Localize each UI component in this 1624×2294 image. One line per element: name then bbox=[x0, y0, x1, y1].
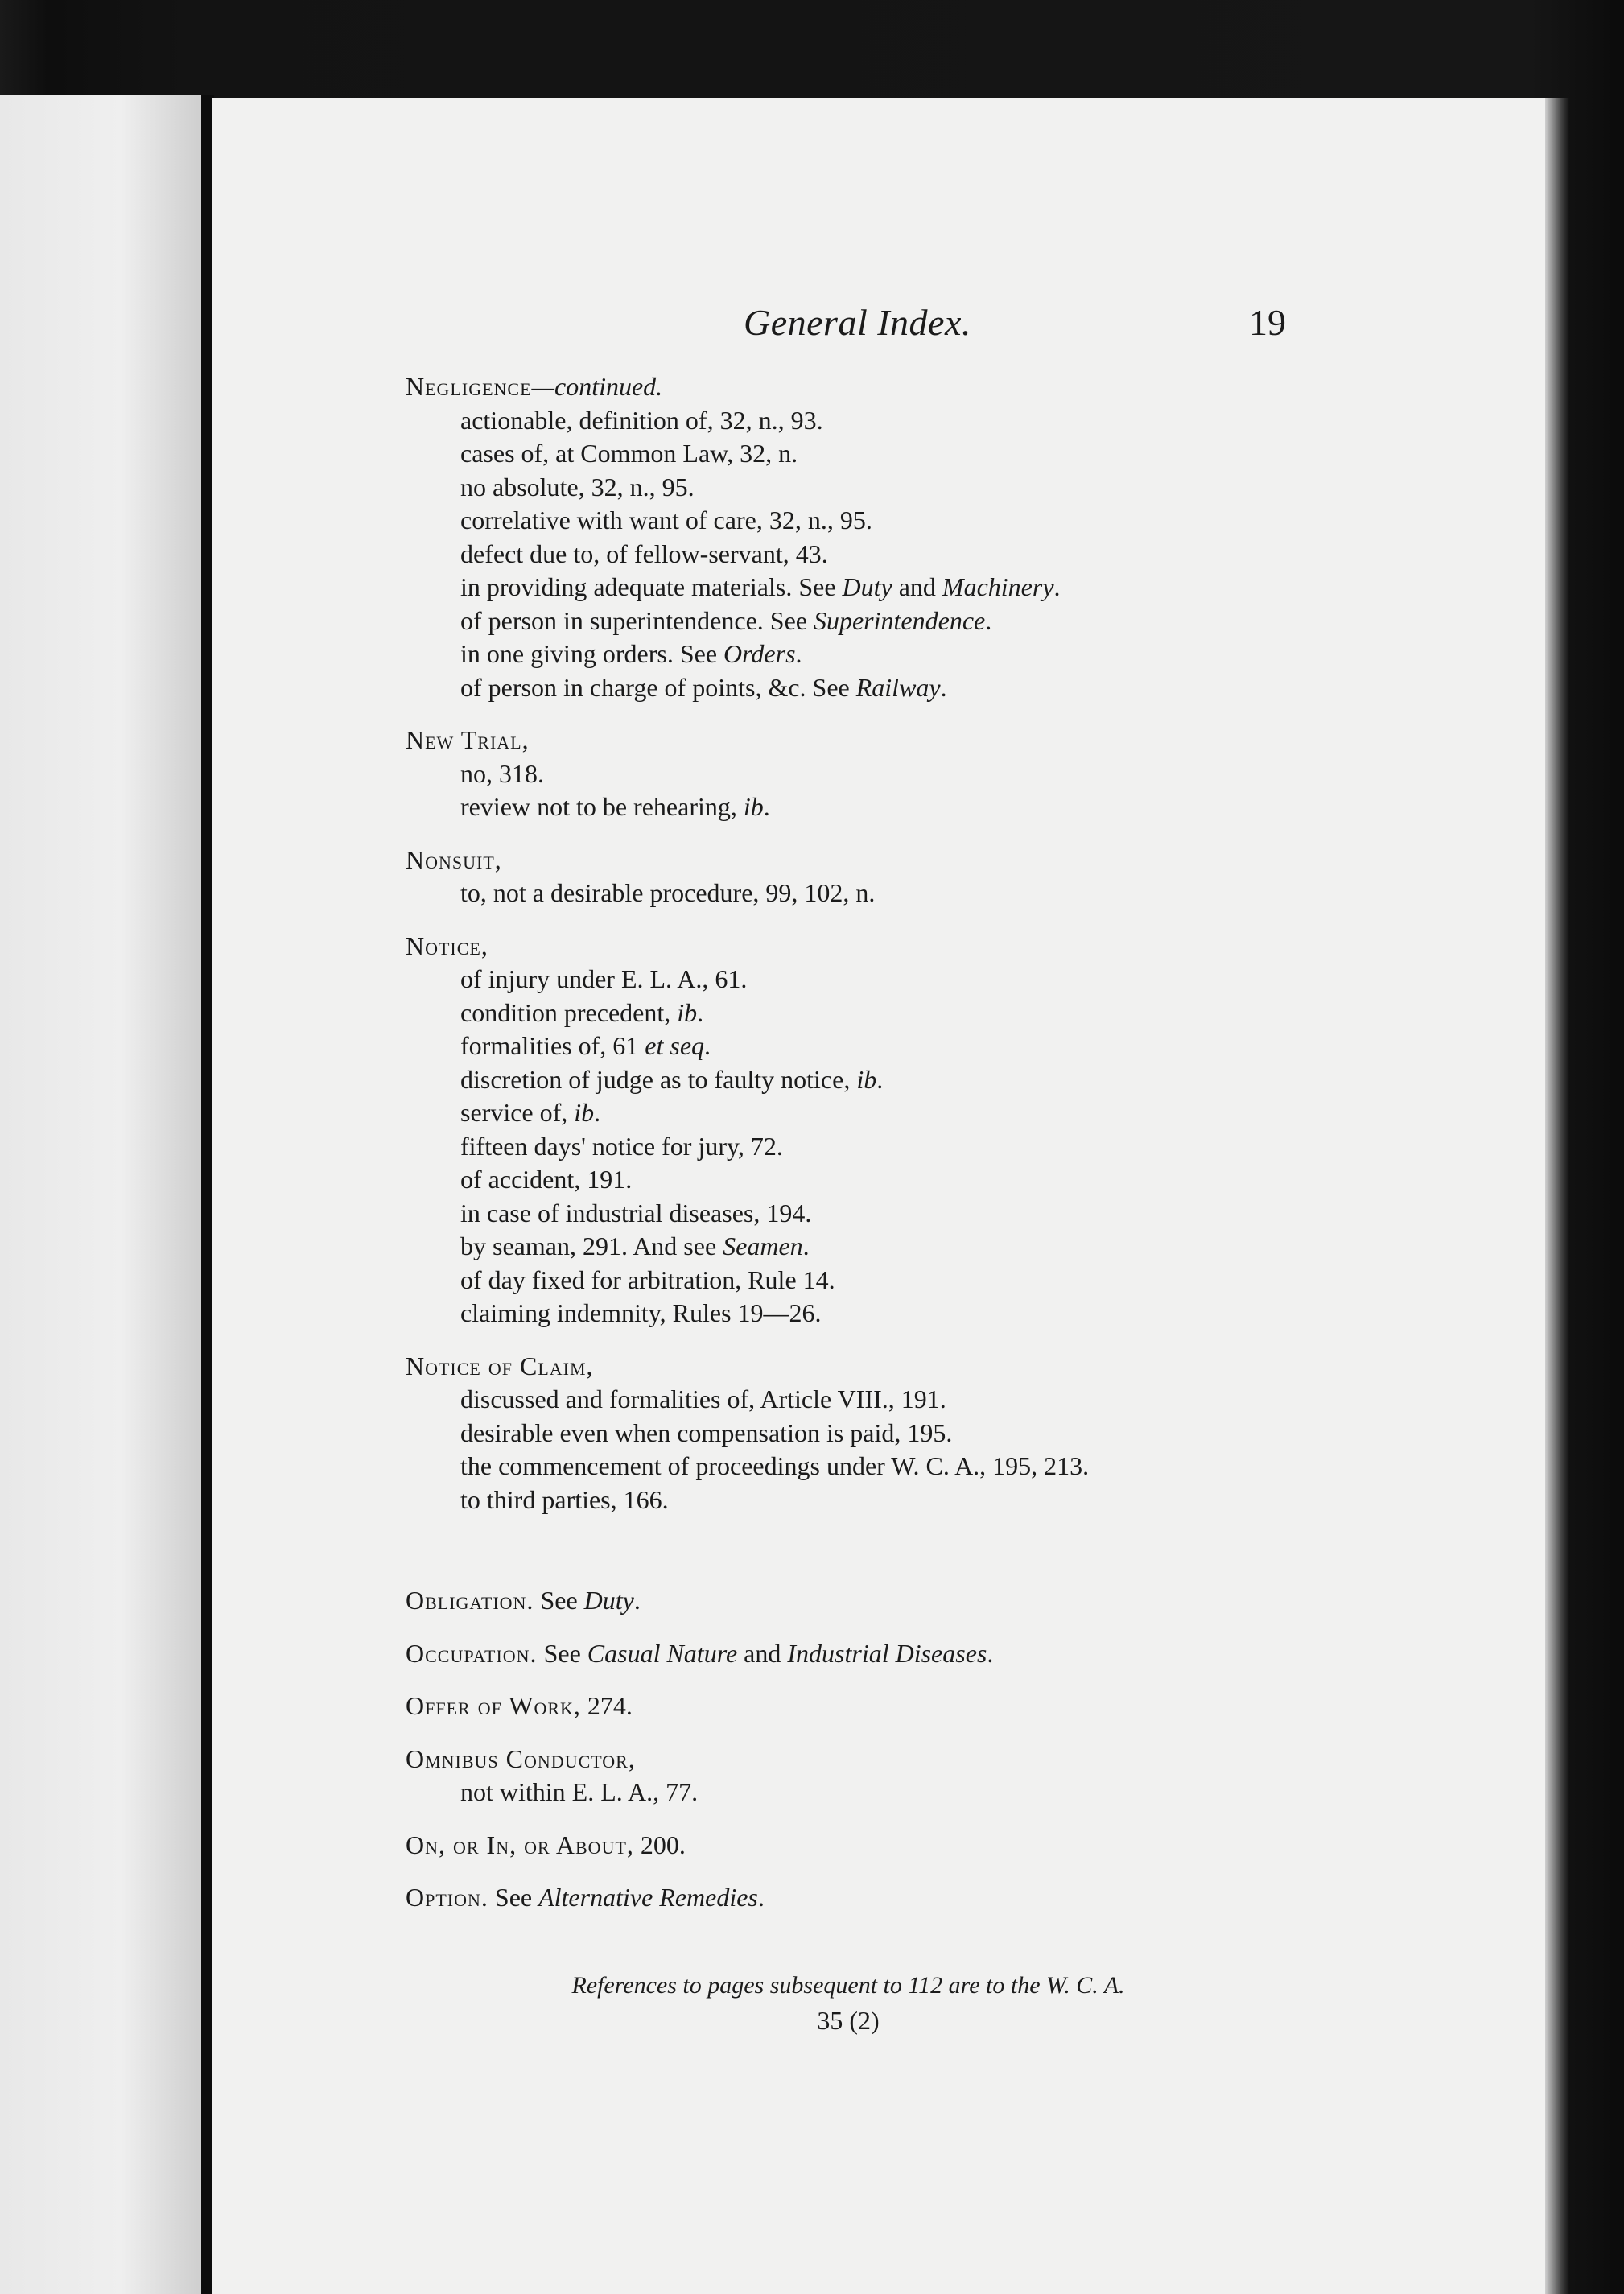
entry-text: See bbox=[534, 1586, 584, 1615]
index-subentry bbox=[406, 571, 1291, 604]
cross-reference: et seq bbox=[645, 1031, 705, 1060]
entry-text: of person in charge of points, &c. See bbox=[460, 672, 856, 702]
entry-text: defect due to, of fellow-servant, 43. bbox=[460, 538, 828, 568]
running-title: General Index. bbox=[744, 302, 971, 343]
entry-text: by seaman, 291. And see bbox=[460, 1232, 723, 1260]
index-body bbox=[406, 370, 1291, 1934]
cross-reference: ib bbox=[574, 1098, 595, 1127]
index-heading-line bbox=[406, 1881, 1291, 1915]
index-heading-line bbox=[406, 1743, 1291, 1776]
entry-text: formalities of, 61 bbox=[460, 1031, 645, 1060]
entry-text: of injury under E. L. A., 61. bbox=[460, 964, 748, 993]
index-heading-line bbox=[406, 1690, 1291, 1723]
index-heading: On, or In, or About, bbox=[406, 1830, 634, 1859]
index-subentry bbox=[406, 538, 1291, 571]
index-entry bbox=[406, 930, 1291, 1331]
entry-text: actionable, definition of, 32, n., 93. bbox=[460, 405, 823, 435]
entry-text: in one giving orders. See bbox=[460, 639, 724, 668]
index-entry bbox=[406, 1829, 1291, 1863]
index-subentry bbox=[406, 1096, 1291, 1130]
entry-text: . bbox=[876, 1064, 884, 1094]
entry-text: of accident, 191. bbox=[460, 1165, 633, 1194]
entry-text: . bbox=[802, 1232, 810, 1260]
index-subentry bbox=[406, 437, 1291, 471]
index-subentry bbox=[406, 1130, 1291, 1164]
entry-text: of day fixed for arbitration, Rule 14. bbox=[460, 1265, 835, 1294]
cross-reference: Orders bbox=[723, 639, 796, 668]
page-fore-edge bbox=[1545, 98, 1569, 2294]
cross-reference: ib bbox=[743, 792, 764, 821]
entry-text: 274. bbox=[580, 1691, 633, 1720]
entry-text: . bbox=[633, 1586, 641, 1615]
entry-text: cases of, at Common Law, 32, n. bbox=[460, 439, 798, 468]
entry-text: . bbox=[940, 672, 947, 702]
cross-reference: Duty bbox=[842, 572, 892, 601]
index-subentry bbox=[406, 1383, 1291, 1417]
entry-text: service of, bbox=[460, 1098, 575, 1127]
index-subentry bbox=[406, 757, 1291, 791]
index-heading: Obligation. bbox=[406, 1586, 534, 1615]
signature-mark: 35 (2) bbox=[817, 2006, 880, 2035]
index-entry bbox=[406, 1743, 1291, 1809]
entry-text: correlative with want of care, 32, n., 95. bbox=[460, 505, 872, 534]
footer-note: References to pages subsequent to 112 are to the W. C. A. bbox=[571, 1972, 1125, 1999]
index-subentry bbox=[406, 1063, 1291, 1097]
entry-text: review not to be rehearing, bbox=[460, 792, 744, 821]
page-content bbox=[406, 290, 1291, 2141]
cross-reference: Industrial Diseases bbox=[787, 1638, 987, 1668]
index-entry bbox=[406, 1637, 1291, 1671]
index-heading: Nonsuit, bbox=[406, 844, 502, 874]
index-subentry bbox=[406, 471, 1291, 505]
cross-reference: Casual Nature bbox=[587, 1638, 738, 1668]
entry-text: discretion of judge as to faulty notice, bbox=[460, 1064, 857, 1094]
entry-text: See bbox=[488, 1883, 539, 1912]
entry-text: fifteen days' notice for jury, 72. bbox=[460, 1131, 783, 1161]
entry-text: and bbox=[892, 572, 942, 601]
index-heading: Notice of Claim, bbox=[406, 1351, 594, 1380]
index-subentry bbox=[406, 1264, 1291, 1298]
index-subentry bbox=[406, 637, 1291, 671]
index-subentry bbox=[406, 1230, 1291, 1264]
index-subentry bbox=[406, 1163, 1291, 1197]
index-heading: New Trial, bbox=[406, 725, 530, 754]
index-heading-line bbox=[406, 844, 1291, 877]
entry-text: . bbox=[757, 1883, 765, 1912]
index-subentry bbox=[406, 1297, 1291, 1331]
entry-text: the commencement of proceedings under W. C. A., 195, 213. bbox=[460, 1451, 1090, 1480]
index-subentry bbox=[406, 1029, 1291, 1063]
index-subentry bbox=[406, 963, 1291, 996]
entry-text: no absolute, 32, n., 95. bbox=[460, 472, 695, 501]
index-entry bbox=[406, 370, 1291, 704]
index-entry bbox=[406, 1690, 1291, 1723]
index-entry bbox=[406, 844, 1291, 910]
entry-text: desirable even when compensation is paid, 195. bbox=[460, 1417, 953, 1447]
index-heading-line bbox=[406, 370, 1291, 404]
cross-reference: Alternative Remedies bbox=[538, 1883, 758, 1912]
cross-reference: ib bbox=[677, 997, 698, 1027]
index-heading-line bbox=[406, 724, 1291, 757]
facing-page-edge bbox=[0, 95, 203, 2294]
entry-text: . bbox=[985, 605, 992, 635]
index-heading: Offer of Work, bbox=[406, 1691, 581, 1720]
entry-text: in providing adequate materials. See bbox=[460, 572, 843, 601]
entry-text: claiming indemnity, Rules 19—26. bbox=[460, 1298, 822, 1327]
entry-text: condition precedent, bbox=[460, 997, 678, 1027]
index-heading-line bbox=[406, 1829, 1291, 1863]
entry-text: of person in superintendence. See bbox=[460, 605, 814, 635]
entry-text: . bbox=[697, 997, 704, 1027]
entry-text: to, not a desirable procedure, 99, 102, n. bbox=[460, 878, 876, 907]
entry-text: . bbox=[763, 792, 770, 821]
index-entry bbox=[406, 1350, 1291, 1517]
index-subentry bbox=[406, 671, 1291, 705]
index-entry bbox=[406, 724, 1291, 824]
index-subentry bbox=[406, 1197, 1291, 1231]
entry-text: no, 318. bbox=[460, 758, 544, 788]
index-subentry bbox=[406, 996, 1291, 1030]
cross-reference: Machinery bbox=[942, 572, 1054, 601]
index-subentry bbox=[406, 404, 1291, 438]
entry-text: not within E. L. A., 77. bbox=[460, 1777, 699, 1806]
entry-text: . bbox=[795, 639, 802, 668]
entry-text: and bbox=[737, 1638, 788, 1668]
entry-text: . bbox=[704, 1031, 711, 1060]
entry-text: See bbox=[537, 1638, 587, 1668]
running-head bbox=[406, 290, 1291, 354]
index-subentry bbox=[406, 790, 1291, 824]
cross-reference: Railway bbox=[855, 672, 941, 702]
index-subentry bbox=[406, 1483, 1291, 1517]
entry-text: . bbox=[1053, 572, 1061, 601]
page-number: 19 bbox=[1249, 302, 1286, 343]
entry-text: . bbox=[594, 1098, 601, 1127]
index-subentry bbox=[406, 1776, 1291, 1809]
index-heading-line bbox=[406, 1637, 1291, 1671]
entry-text: in case of industrial diseases, 194. bbox=[460, 1198, 812, 1227]
index-subentry bbox=[406, 604, 1291, 638]
index-entry bbox=[406, 1584, 1291, 1618]
cross-reference: Duty bbox=[583, 1586, 634, 1615]
entry-text: 200. bbox=[633, 1830, 686, 1859]
index-subentry bbox=[406, 1450, 1291, 1483]
index-subentry bbox=[406, 1417, 1291, 1450]
cross-reference: Superintendence bbox=[813, 605, 986, 635]
index-heading-line bbox=[406, 1584, 1291, 1618]
index-heading: Notice, bbox=[406, 930, 488, 960]
index-entry bbox=[406, 1881, 1291, 1915]
cross-reference: Seamen bbox=[723, 1232, 803, 1260]
index-subentry bbox=[406, 504, 1291, 538]
entry-text: to third parties, 166. bbox=[460, 1484, 669, 1514]
continued-marker: —continued. bbox=[531, 372, 663, 401]
index-heading-line bbox=[406, 930, 1291, 963]
entry-text: discussed and formalities of, Article VIII., 191. bbox=[460, 1384, 946, 1413]
entry-text: . bbox=[987, 1638, 994, 1668]
index-heading: Occupation. bbox=[406, 1638, 538, 1668]
index-heading: Option. bbox=[406, 1883, 488, 1912]
index-subentry bbox=[406, 877, 1291, 910]
index-heading: Negligence bbox=[406, 372, 532, 401]
index-heading-line bbox=[406, 1350, 1291, 1384]
index-heading: Omnibus Conductor, bbox=[406, 1743, 636, 1773]
cross-reference: ib bbox=[856, 1064, 877, 1094]
